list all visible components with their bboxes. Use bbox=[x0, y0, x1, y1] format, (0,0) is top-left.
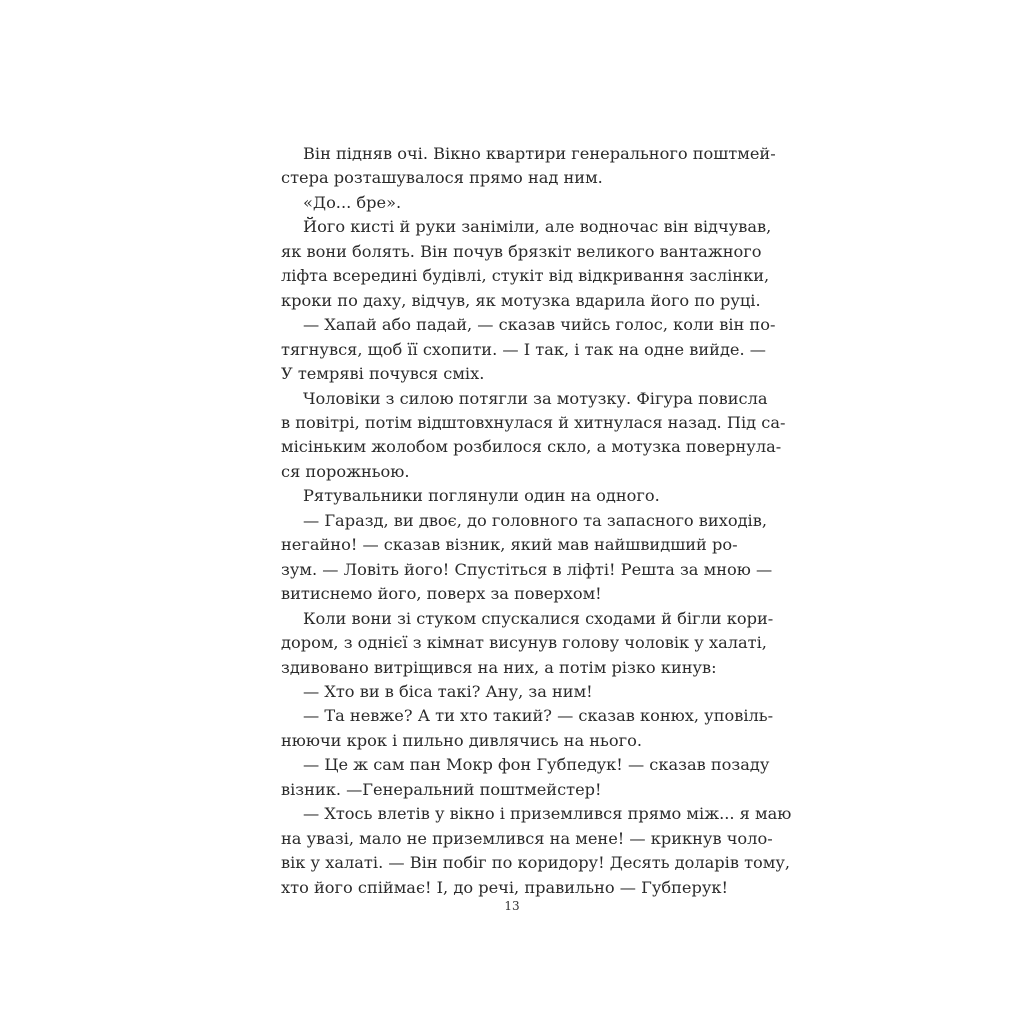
text-line: — Хтось влетів у вікно і приземлився прямо між... я маю bbox=[303, 804, 792, 824]
text-line: — Це ж сам пан Мокр фон Губпедук! — сказав позаду bbox=[303, 755, 770, 775]
text-line: нюючи крок і пильно дивлячись на нього. bbox=[281, 730, 642, 750]
text-line: дором, з однієї з кімнат висунув голову чоловік у халаті, bbox=[281, 633, 767, 653]
text-line: на увазі, мало не приземлився на мене! — крикнув чоло- bbox=[281, 828, 773, 848]
text-line: ся порожньою. bbox=[281, 461, 410, 481]
text-line: Його кисті й руки заніміли, але водночас він відчував, bbox=[303, 217, 772, 237]
text-line: хто його спіймає! І, до речі, правильно — Губперук! bbox=[281, 877, 728, 897]
page-number: 13 bbox=[504, 899, 520, 913]
text-line: Рятувальники поглянули один на одного. bbox=[303, 486, 660, 506]
text-line: Він підняв очі. Вікно квартири генерального поштмей- bbox=[303, 144, 776, 163]
text-line: місіньким жолобом розбилося скло, а мотузка повернула- bbox=[281, 437, 782, 457]
text-line: витиснемо його, поверх за поверхом! bbox=[281, 584, 602, 604]
text-line: У темряві почувся сміх. bbox=[281, 364, 485, 384]
text-line: — Та невже? А ти хто такий? — сказав конюх, уповіль- bbox=[303, 706, 774, 726]
text-line: — Хапай або падай, — сказав чийсь голос, коли він по- bbox=[303, 315, 776, 335]
text-line: «До... бре». bbox=[303, 192, 402, 212]
text-line: кроки по даху, відчув, як мотузка вдарила його по руці. bbox=[281, 290, 761, 310]
text-line: вік у халаті. — Він побіг по коридору! Десять доларів тому, bbox=[281, 853, 791, 873]
text-line: ліфта всередині будівлі, стукіт від відкривання заслінки, bbox=[281, 266, 770, 286]
text-line: Коли вони зі стуком спускалися сходами й бігли кори- bbox=[303, 608, 774, 628]
text-line: — Хто ви в біса такі? Ану, за ним! bbox=[303, 681, 593, 701]
text-line: — Гаразд, ви двоє, до головного та запасного виходів, bbox=[303, 510, 767, 530]
text-line: тягнувся, щоб її схопити. — І так, і так на одне вийде. — bbox=[281, 339, 766, 359]
text-line: негайно! — сказав візник, який мав найшвидший ро- bbox=[281, 535, 738, 555]
text-line: в повітрі, потім відштовхнулася й хитнулася назад. Під са- bbox=[281, 412, 786, 432]
body-text bbox=[281, 142, 792, 900]
text-line: здивовано витріщився на них, а потім різко кинув: bbox=[281, 657, 717, 677]
text-line: зум. — Ловіть його! Спустіться в ліфті! Решта за мною — bbox=[281, 559, 773, 579]
text-line: як вони болять. Він почув брязкіт великого вантажного bbox=[281, 241, 762, 261]
text-line: Чоловіки з силою потягли за мотузку. Фігура повисла bbox=[303, 388, 768, 408]
text-line: стера розташувалося прямо над ним. bbox=[281, 168, 603, 188]
text-line: візник. —Генеральний поштмейстер! bbox=[281, 779, 602, 799]
